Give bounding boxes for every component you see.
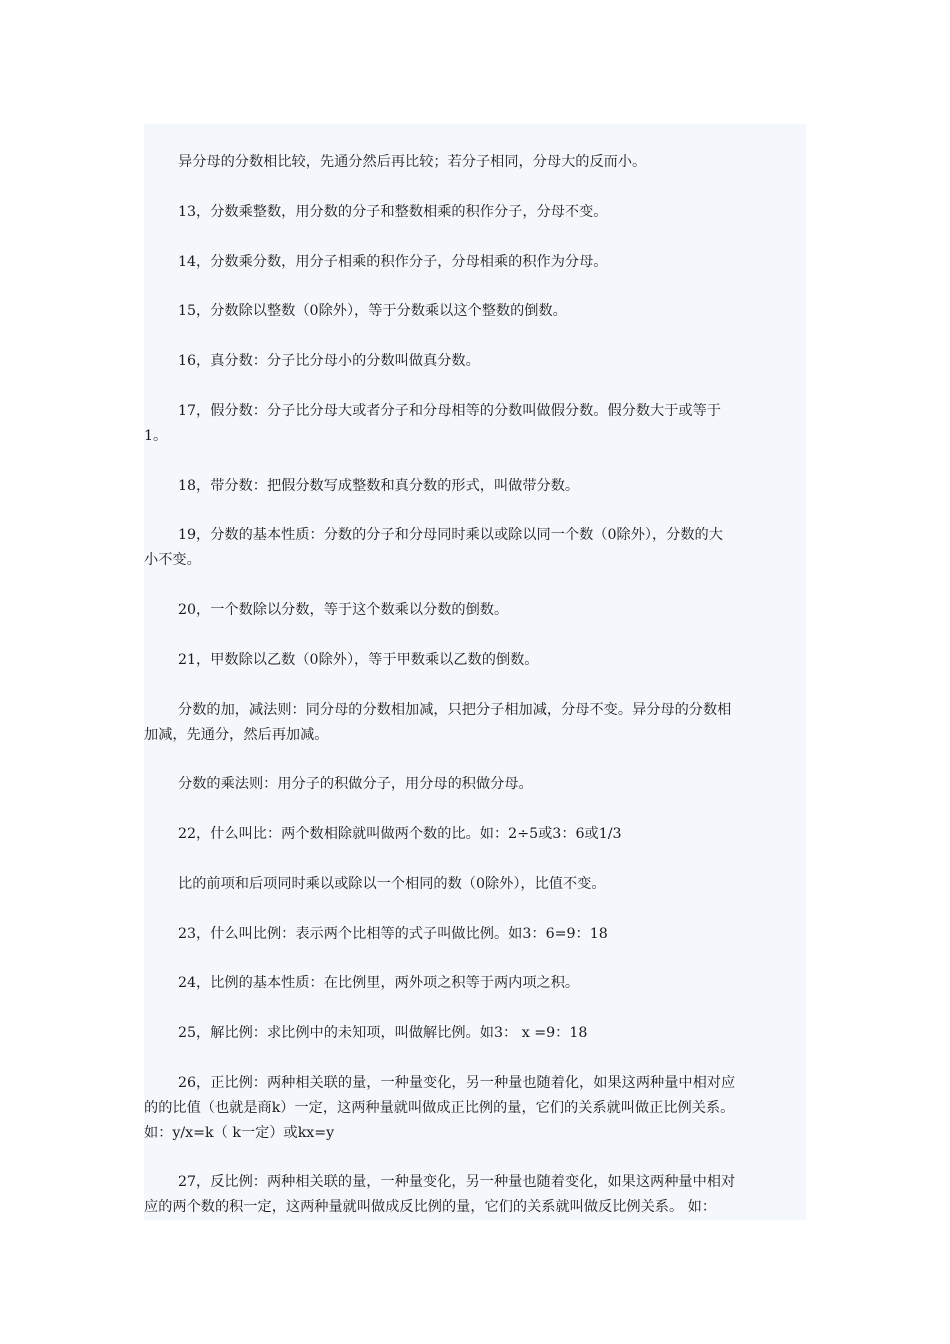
paragraph [144, 299, 806, 324]
paragraph-line: 17，假分数：分子比分母大或者分子和分母相等的分数叫做假分数。假分数大于或等于 [178, 403, 721, 419]
paragraph [144, 1170, 806, 1220]
paragraph-line: 21，甲数除以乙数（0除外），等于甲数乘以乙数的倒数。 [178, 652, 539, 668]
paragraph-line: 分数的乘法则：用分子的积做分子，用分母的积做分母。 [178, 776, 533, 792]
paragraph-line: 19，分数的基本性质：分数的分子和分母同时乘以或除以同一个数（0除外），分数的大 [178, 527, 723, 543]
paragraph-line: 25，解比例：求比例中的未知项，叫做解比例。如3： x =9：18 [178, 1025, 588, 1041]
paragraph [144, 150, 806, 175]
paragraph-line: 22，什么叫比：两个数相除就叫做两个数的比。如：2÷5或3：6或1/3 [178, 826, 622, 842]
paragraph [144, 474, 806, 499]
paragraph [144, 1021, 806, 1046]
document-panel [144, 124, 806, 1220]
paragraph-line: 加减，先通分，然后再加减。 [144, 727, 329, 743]
paragraph-line: 13，分数乘整数，用分数的分子和整数相乘的积作分子，分母不变。 [178, 204, 608, 220]
paragraph-line: 14，分数乘分数，用分子相乘的积作分子，分母相乘的积作为分母。 [178, 254, 608, 270]
paragraph-line: 24，比例的基本性质：在比例里，两外项之积等于两内项之积。 [178, 975, 580, 991]
paragraph-line: 小不变。 [144, 552, 201, 568]
paragraph [144, 250, 806, 275]
paragraph [144, 523, 806, 573]
paragraph-line: 异分母的分数相比较，先通分然后再比较；若分子相同，分母大的反而小。 [178, 154, 647, 170]
paragraph [144, 399, 806, 449]
paragraph-line: 23，什么叫比例：表示两个比相等的式子叫做比例。如3：6=9：18 [178, 926, 608, 942]
paragraph [144, 872, 806, 897]
paragraph-line: 的的比值（也就是商k）一定，这两种量就叫做成正比例的量，它们的关系就叫做正比例关系。 [144, 1100, 735, 1116]
paragraph-line: 26，正比例：两种相关联的量，一种量变化，另一种量也随着化，如果这两种量中相对应 [178, 1075, 736, 1091]
paragraph [144, 971, 806, 996]
paragraph-line: 18，带分数：把假分数写成整数和真分数的形式，叫做带分数。 [178, 478, 580, 494]
paragraph [144, 822, 806, 847]
paragraph [144, 349, 806, 374]
paragraph [144, 1071, 806, 1146]
paragraph-line: 27，反比例：两种相关联的量，一种量变化，另一种量也随着变化，如果这两种量中相对 [178, 1174, 736, 1190]
paragraph-line: 20，一个数除以分数，等于这个数乘以分数的倒数。 [178, 602, 509, 618]
paragraph-line: 16，真分数：分子比分母小的分数叫做真分数。 [178, 353, 480, 369]
paragraph-line: 如：y/x=k（ k一定）或kx=y [144, 1125, 335, 1141]
paragraph-line: 应的两个数的积一定，这两种量就叫做成反比例的量，它们的关系就叫做反比例关系。 如： [144, 1199, 717, 1215]
paragraph [144, 698, 806, 748]
paragraph-line: 比的前项和后项同时乘以或除以一个相同的数（0除外），比值不变。 [178, 876, 606, 892]
paragraph [144, 648, 806, 673]
paragraph [144, 200, 806, 225]
paragraph-line: 15，分数除以整数（0除外），等于分数乘以这个整数的倒数。 [178, 303, 567, 319]
paragraph [144, 772, 806, 797]
paragraph-line: 1。 [144, 428, 168, 444]
paragraph [144, 598, 806, 623]
paragraph-line: 分数的加，减法则：同分母的分数相加减，只把分子相加减，分母不变。异分母的分数相 [178, 702, 732, 718]
paragraph [144, 922, 806, 947]
